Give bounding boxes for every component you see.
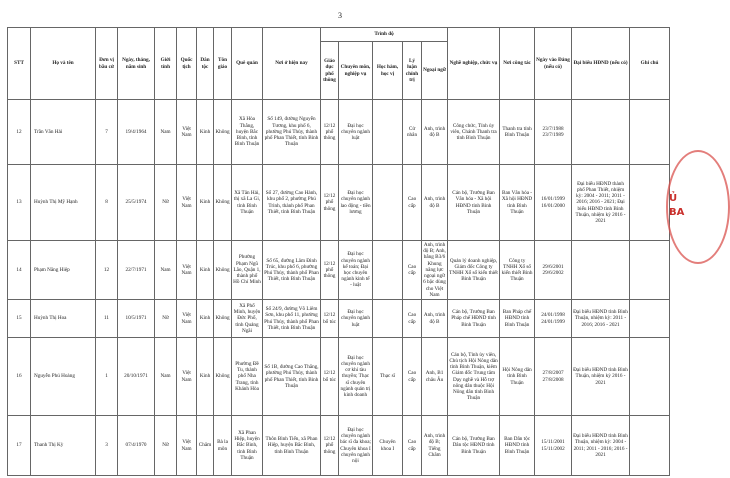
cell-council xyxy=(572,100,630,165)
header-council: Đại biểu HĐND (nếu có) xyxy=(572,28,630,100)
table-body xyxy=(8,100,670,476)
cell-degree xyxy=(373,100,403,165)
cell-unit: 1 xyxy=(96,338,118,416)
cell-nationality: Việt Nam xyxy=(177,165,197,241)
cell-party-date: 16/01/1999 16/01/2000 xyxy=(535,165,572,241)
cell-language: Anh, trình độ B xyxy=(422,165,448,241)
cell-stt: 13 xyxy=(8,165,31,241)
header-nationality: Quốc tịch xyxy=(177,28,197,100)
cell-workplace: Ban Dân tộc HĐND tỉnh Bình Thuận xyxy=(500,416,535,476)
cell-dob: 22/7/1971 xyxy=(118,241,155,300)
cell-dob: 07/4/1970 xyxy=(118,416,155,476)
cell-residence: Số 24/9, đường Võ Liêm Sơn, khu phố 11, phường Phú Thủy, thành phố Phan Thiết, tỉnh Bình Thuận xyxy=(263,300,321,338)
cell-ethnicity: Chăm xyxy=(197,416,214,476)
cell-general-ed: 12/12 phổ thông xyxy=(321,241,339,300)
cell-nationality: Việt Nam xyxy=(177,300,197,338)
cell-political: Cao cấp xyxy=(403,165,422,241)
red-stamp xyxy=(666,150,685,260)
cell-name: Huỳnh Thị Mỹ Hạnh xyxy=(31,165,96,241)
cell-religion: Không xyxy=(214,165,232,241)
cell-general-ed: 12/12 phổ thông xyxy=(321,100,339,165)
cell-workplace: Công ty TNHH Xổ số kiến thiết Bình Thuận xyxy=(500,241,535,300)
cell-gender: Nam xyxy=(155,338,177,416)
cell-occupation: Cán bộ, Trưởng Ban Dân tộc HĐND tỉnh Bình Thuận xyxy=(448,416,500,476)
cell-gender: Nữ xyxy=(155,416,177,476)
header-row-1 xyxy=(8,28,670,42)
table-row xyxy=(8,241,670,300)
candidate-table xyxy=(7,27,670,476)
cell-hometown: Xã Hòa Thắng, huyện Bắc Bình, tỉnh Bình Thuận xyxy=(232,100,263,165)
header-workplace: Nơi công tác xyxy=(500,28,535,100)
cell-council xyxy=(572,241,630,300)
cell-residence: Số 27, đường Cao Hành, khu phố 2, phường Phú Trinh, thành phố Phan Thiết, tỉnh Bình Thuận xyxy=(263,165,321,241)
cell-religion: Không xyxy=(214,300,232,338)
cell-stt: 12 xyxy=(8,100,31,165)
cell-occupation: Công chức, Tỉnh ủy viên, Chánh Thanh tra tỉnh Bình Thuận xyxy=(448,100,500,165)
header-name: Họ và tên xyxy=(31,28,96,100)
cell-residence: Số 65, đường Lâm Đình Trúc, khu phố 6, phường Phú Thủy, thành phố Phan Thiết, tỉnh Bình Thuận xyxy=(263,241,321,300)
cell-ethnicity: Kinh xyxy=(197,165,214,241)
cell-ethnicity: Kinh xyxy=(197,338,214,416)
header-residence: Nơi ở hiện nay xyxy=(263,28,321,100)
header-language: Ngoại ngữ xyxy=(422,42,448,100)
header-stt: STT xyxy=(8,28,31,100)
cell-council: Đại biểu HĐND tỉnh Bình Thuận, nhiệm kỳ: 2004 - 2011; 2011 - 2016; 2016 - 2021 xyxy=(572,416,630,476)
cell-political: Cử nhân xyxy=(403,100,422,165)
cell-party-date: 27/8/2007 27/8/2008 xyxy=(535,338,572,416)
cell-dob: 10/5/1971 xyxy=(118,300,155,338)
cell-dob: 20/10/1971 xyxy=(118,338,155,416)
cell-name: Huỳnh Thị Hoa xyxy=(31,300,96,338)
cell-party-date: 15/11/2001 15/11/2002 xyxy=(535,416,572,476)
cell-unit: 3 xyxy=(96,416,118,476)
cell-gender: Nam xyxy=(155,241,177,300)
cell-ethnicity: Kinh xyxy=(197,100,214,165)
cell-ethnicity: Kinh xyxy=(197,241,214,300)
cell-degree: Thạc sĩ xyxy=(373,338,403,416)
cell-degree xyxy=(373,300,403,338)
header-party-date: Ngày vào Đảng (nếu có) xyxy=(535,28,572,100)
cell-notes xyxy=(630,100,670,165)
cell-name: Phạm Năng Hiệp xyxy=(31,241,96,300)
cell-language: Anh, B1 châu Âu xyxy=(422,338,448,416)
cell-specialty: Đại học chuyên ngành luật xyxy=(339,300,373,338)
cell-name: Trần Văn Hải xyxy=(31,100,96,165)
cell-political: Cao cấp xyxy=(403,241,422,300)
cell-council: Đại biểu HĐND thành phố Phan Thiết, nhiệm kỳ: 2004 - 2011; 2011 - 2016; 2016 - 2021; Đại biểu HĐND tỉnh Bình Thuận, nhiệm kỳ 2016 - 2021 xyxy=(572,165,630,241)
header-dob: Ngày, tháng, năm sinh xyxy=(118,28,155,100)
cell-religion: Không xyxy=(214,241,232,300)
cell-nationality: Việt Nam xyxy=(177,100,197,165)
cell-occupation: Cán bộ, Trưởng Ban Pháp chế HĐND tỉnh Bình Thuận xyxy=(448,300,500,338)
table-row xyxy=(8,338,670,416)
cell-specialty: Đại học chuyên ngành lao động - tiền lương xyxy=(339,165,373,241)
header-unit: Đơn vị bầu cử xyxy=(96,28,118,100)
page-number: 3 xyxy=(338,11,342,20)
cell-stt: 14 xyxy=(8,241,31,300)
cell-specialty: Đại học chuyên ngành luật xyxy=(339,100,373,165)
cell-occupation: Quản lý doanh nghiệp, Giám đốc Công ty TNHH Xổ số kiến thiết Bình Thuận xyxy=(448,241,500,300)
cell-workplace: Ban Văn hóa - Xã hội HĐND tỉnh Bình Thuận xyxy=(500,165,535,241)
table-row xyxy=(8,165,670,241)
cell-notes xyxy=(630,241,670,300)
cell-workplace: Hội Nông dân tỉnh Bình Thuận xyxy=(500,338,535,416)
table-row xyxy=(8,100,670,165)
cell-name: Nguyễn Phú Hoàng xyxy=(31,338,96,416)
cell-language: Anh, trình độ B; Tiếng Chăm xyxy=(422,416,448,476)
header-general-ed: Giáo dục phổ thông xyxy=(321,42,339,100)
cell-political: Cao cấp xyxy=(403,416,422,476)
header-religion: Tôn giáo xyxy=(214,28,232,100)
cell-religion: Bà la môn xyxy=(214,416,232,476)
header-specialty: Chuyên môn, nghiệp vụ xyxy=(339,42,373,100)
cell-gender: Nữ xyxy=(155,300,177,338)
cell-occupation: Cán bộ, Tỉnh ủy viên, Chủ tịch Hội Nông dân tỉnh Bình Thuận, kiêm Giám đốc Trung tâm Dạy nghề và Hỗ trợ nông dân thuộc Hội Nông dân tỉnh Bình Thuận xyxy=(448,338,500,416)
header-education-group: Trình độ xyxy=(321,28,448,42)
cell-degree: Chuyên khoa I xyxy=(373,416,403,476)
header-ethnicity: Dân tộc xyxy=(197,28,214,100)
cell-party-date: 29/6/2001 29/6/2002 xyxy=(535,241,572,300)
cell-party-date: 23/7/1988 23/7/1989 xyxy=(535,100,572,165)
cell-hometown: Phường Phạm Ngũ Lão, Quận 1, thành phố Hồ Chí Minh xyxy=(232,241,263,300)
cell-gender: Nữ xyxy=(155,165,177,241)
cell-party-date: 24/01/1998 24/01/1999 xyxy=(535,300,572,338)
cell-specialty: Đại học chuyên ngành bác sĩ đa khoa; Chuyên khoa I chuyên ngành nội xyxy=(339,416,373,476)
cell-occupation: Cán bộ, Trưởng Ban Văn hóa - Xã hội HĐND tỉnh Bình Thuận xyxy=(448,165,500,241)
cell-stt: 15 xyxy=(8,300,31,338)
cell-residence: Số 149, đường Nguyễn Tương, khu phố 6, phường Phú Thủy, thành phố Phan Thiết, tỉnh Bình Thuận xyxy=(263,100,321,165)
cell-unit: 11 xyxy=(96,300,118,338)
cell-name: Thanh Thị Kỳ xyxy=(31,416,96,476)
cell-nationality: Việt Nam xyxy=(177,241,197,300)
cell-hometown: Xã Phan Hiệp, huyện Bắc Bình, tỉnh Bình Thuận xyxy=(232,416,263,476)
cell-political: Cao cấp xyxy=(403,300,422,338)
cell-workplace: Ban Pháp chế HĐND tỉnh Bình Thuận xyxy=(500,300,535,338)
cell-residence: Thôn Bình Tiến, xã Phan Hiệp, huyện Bắc Bình, tỉnh Bình Thuận xyxy=(263,416,321,476)
cell-hometown: Xã Tân Hải, thị xã La Gi, tỉnh Bình Thuận xyxy=(232,165,263,241)
cell-general-ed: 12/12 bổ túc xyxy=(321,300,339,338)
cell-council: Đại biểu HĐND tỉnh Bình Thuận, nhiệm kỳ: 2011 - 2016; 2016 - 2021 xyxy=(572,300,630,338)
cell-language: Anh, trình độ B xyxy=(422,300,448,338)
header-degree: Học hàm, học vị xyxy=(373,42,403,100)
cell-hometown: Phường Đề Tu, thành phố Nha Trang, tỉnh Khánh Hòa xyxy=(232,338,263,416)
cell-gender: Nam xyxy=(155,100,177,165)
cell-stt: 17 xyxy=(8,416,31,476)
cell-unit: 7 xyxy=(96,100,118,165)
cell-specialty: Đại học chuyên ngành cơ khí tàu thuyền; Thạc sĩ chuyên ngành quản trị kinh doanh xyxy=(339,338,373,416)
cell-language: Anh, trình độ B xyxy=(422,100,448,165)
cell-degree xyxy=(373,165,403,241)
cell-residence: Số 1B, đường Cao Thắng, phường Phú Thủy, thành phố Phan Thiết, tỉnh Bình Thuận xyxy=(263,338,321,416)
header-gender: Giới tính xyxy=(155,28,177,100)
cell-hometown: Xã Phổ Minh, huyện Đức Phổ, tỉnh Quảng Ngãi xyxy=(232,300,263,338)
cell-general-ed: 12/12 phổ thông xyxy=(321,416,339,476)
cell-stt: 16 xyxy=(8,338,31,416)
cell-language: Anh, trình độ B; Anh, bằng B3/6 Khung năng lực ngoại ngữ 6 bậc dùng cho Việt Nam xyxy=(423,242,446,298)
cell-notes xyxy=(630,165,670,241)
cell-degree xyxy=(373,241,403,300)
cell-religion: Không xyxy=(214,100,232,165)
cell-nationality: Việt Nam xyxy=(177,416,197,476)
cell-general-ed: 12/12 phổ thông xyxy=(321,165,339,241)
table-row xyxy=(8,300,670,338)
cell-council: Đại biểu HĐND tỉnh Bình Thuận, nhiệm kỳ 2016 - 2021 xyxy=(572,338,630,416)
header-political: Lý luận chính trị xyxy=(403,42,422,100)
cell-general-ed: 12/12 bổ túc xyxy=(321,338,339,416)
cell-ethnicity: Kinh xyxy=(197,300,214,338)
cell-notes xyxy=(630,338,670,416)
header-hometown: Quê quán xyxy=(232,28,263,100)
cell-political: Cao cấp xyxy=(403,338,422,416)
cell-dob: 19/4/1964 xyxy=(118,100,155,165)
table-row xyxy=(8,416,670,476)
cell-notes xyxy=(630,416,670,476)
header-occupation: Nghề nghiệp, chức vụ xyxy=(448,28,500,100)
cell-nationality: Việt Nam xyxy=(177,338,197,416)
cell-specialty: Đại học chuyên ngành kế toán; Đại học chuyên ngành kinh tế - luật xyxy=(339,241,373,300)
stamp-text: Ủ BA xyxy=(669,193,685,218)
cell-workplace: Thanh tra tỉnh Bình Thuận xyxy=(500,100,535,165)
cell-unit: 12 xyxy=(96,241,118,300)
cell-notes xyxy=(630,300,670,338)
header-notes: Ghi chú xyxy=(630,28,670,100)
cell-dob: 25/5/1974 xyxy=(118,165,155,241)
cell-religion: Không xyxy=(214,338,232,416)
cell-unit: 8 xyxy=(96,165,118,241)
